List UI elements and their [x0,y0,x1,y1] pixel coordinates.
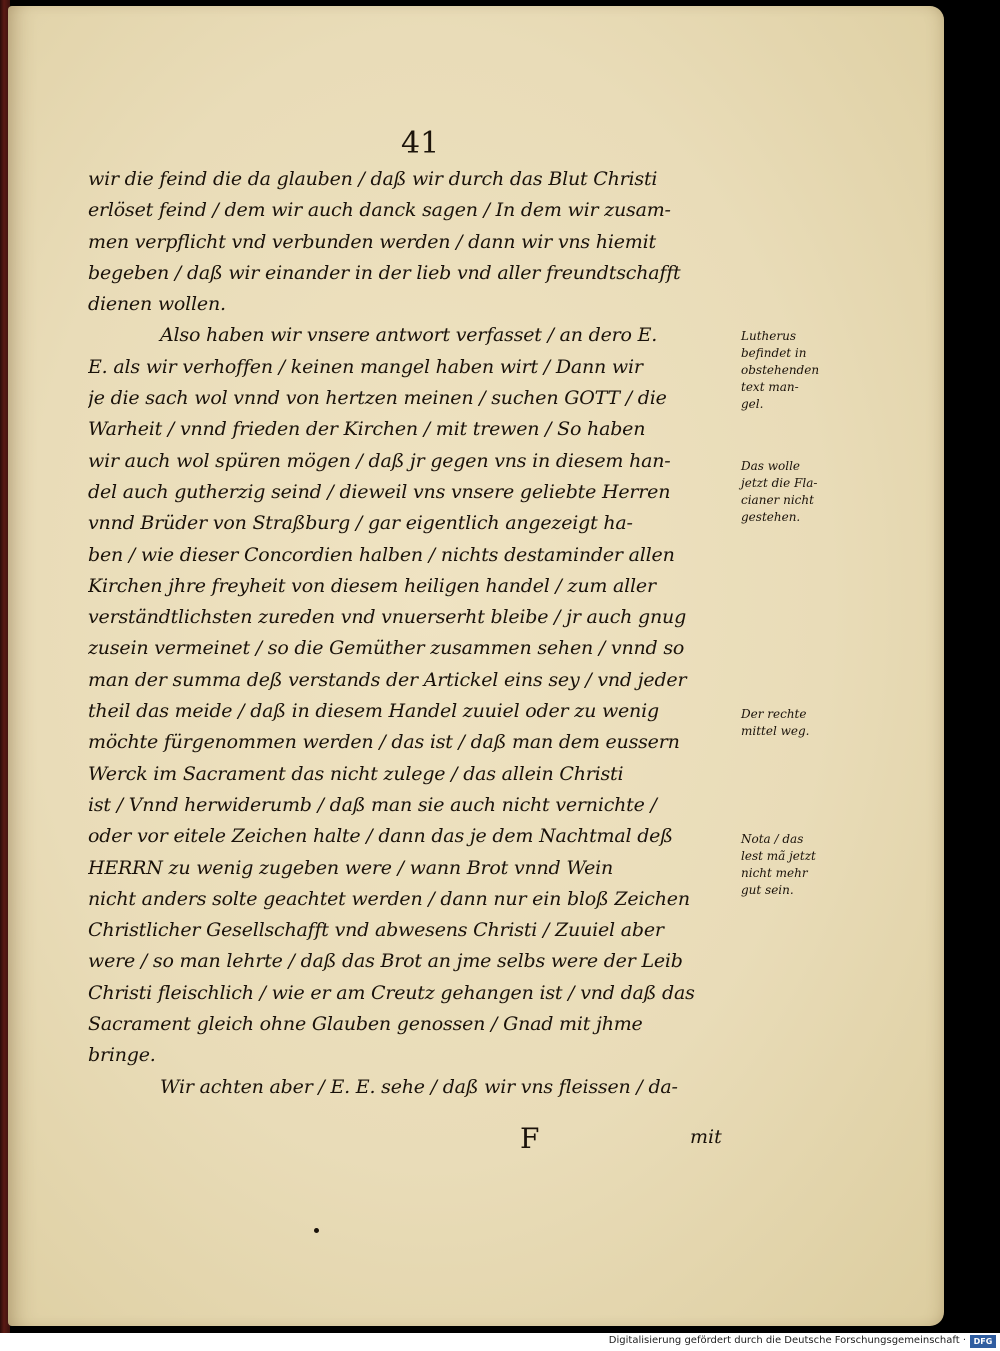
text-line: Christi fleischlich / wie er am Creutz gehangen ist / vnd daß das [88,981,695,1004]
text-line: Warheit / vnnd frieden der Kirchen / mit trewen / So haben [88,418,646,441]
text-line: begeben / daß wir einander in der lieb vnd aller freundtschafft [88,261,681,284]
text-line: dienen wollen. [88,293,226,316]
text-line: HERRN zu wenig zugeben were / wann Brot vnnd Wein [88,856,614,879]
text-line: vnnd Brüder von Straßburg / gar eigentlich angezeigt ha- [88,512,633,535]
margin-note-flacianer: Das wolle jetzt die Fla- cianer nicht gestehen. [741,459,818,524]
text-line: Sacrament gleich ohne Glauben genossen / Gnad mit jhme [88,1013,643,1036]
text-line: verständtlichsten zureden vnd vnuerserht bleibe / jr auch gnug [88,606,687,629]
margin-note-lutherus: Lutherus befindet in obstehenden text man- gel. [741,329,820,411]
margin-note-mittel-weg: Der rechte mittel weg. [741,707,810,738]
text-line: man der summa deß verstands der Artickel eins sey / vnd jeder [88,668,687,691]
text-line: theil das meide / daß in diesem Handel zuuiel oder zu wenig [88,700,659,723]
text-line: erlöset feind / dem wir auch danck sagen / In dem wir zusam- [88,199,671,222]
text-line: Also haben wir vnsere antwort verfasset / an dero E. [160,324,658,347]
text-line: möchte fürgenommen werden / das ist / daß man dem eussern [88,731,680,754]
catchword: mit [690,1126,722,1148]
text-line: zusein vermeinet / so die Gemüther zusammen sehen / vnnd so [88,637,685,660]
text-line: ben / wie dieser Concordien halben / nichts destaminder allen [88,543,675,566]
text-line: oder vor eitele Zeichen halte / dann das je dem Nachtmal deß [88,825,673,848]
ink-speck [314,1228,319,1233]
text-line: Wir achten aber / E. E. sehe / daß wir vns fleissen / da- [160,1075,678,1098]
dfg-logo-icon: DFG [970,1335,996,1348]
signature-mark: F [520,1122,540,1155]
text-line: je die sach wol vnnd von hertzen meinen / suchen GOTT / die [88,387,667,410]
text-line: bringe. [88,1044,156,1067]
text-line: Christlicher Gesellschafft vnd abwesens Christi / Zuuiel aber [88,919,664,942]
text-line: wir auch wol spüren mögen / daß jr gegen vns in diesem han- [88,449,671,472]
text-line: wir die feind die da glauben / daß wir durch das Blut Christi [88,168,658,190]
funding-credit: Digitalisierung gefördert durch die Deutsche Forschungsgemeinschaft · [608,1335,966,1346]
margin-note-nota: Nota / das lest mã jetzt nicht mehr gut sein. [741,832,816,897]
text-line: nicht anders solte geachtet werden / dann nur ein bloß Zeichen [88,887,690,910]
body-text [88,164,738,1103]
footer-bar [0,1333,1000,1351]
text-line: were / so man lehrte / daß das Brot an jme selbs were der Leib [88,950,683,973]
page-number: 41 [401,126,440,161]
document-page [8,6,944,1326]
text-line: Kirchen jhre freyheit von diesem heiligen handel / zum aller [88,574,656,597]
text-line: ist / Vnnd herwiderumb / daß man sie auch nicht vernichte / [88,793,657,816]
text-line: E. als wir verhoffen / keinen mangel haben wirt / Dann wir [88,355,643,378]
text-line: Werck im Sacrament das nicht zulege / das allein Christi [88,762,624,785]
text-line: del auch gutherzig seind / dieweil vns vnsere geliebte Herren [88,480,671,503]
text-line: men verpflicht vnd verbunden werden / dann wir vns hiemit [88,230,656,253]
